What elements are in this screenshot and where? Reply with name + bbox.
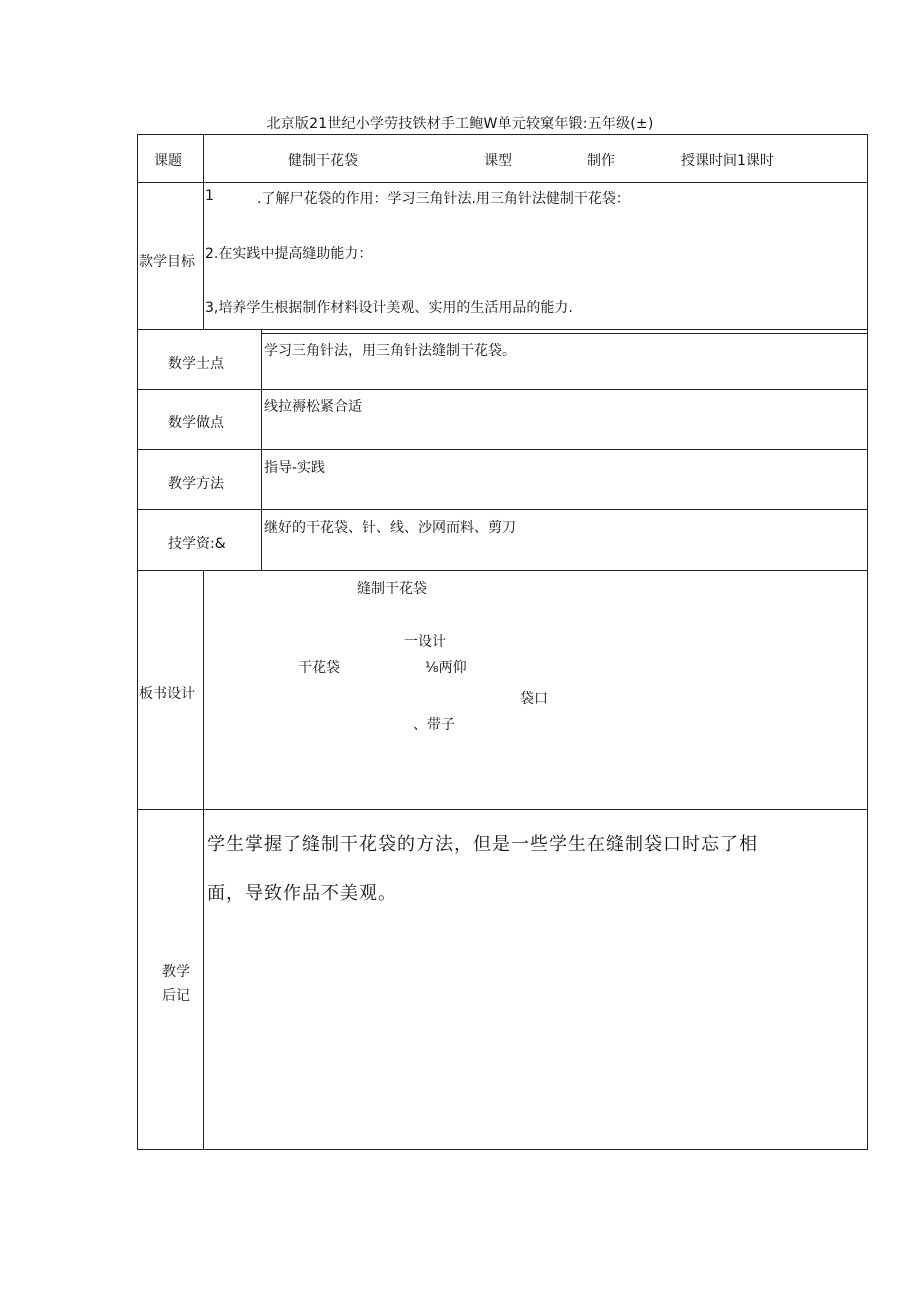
label-goals: 款学目标	[139, 254, 195, 270]
label-reflection-1: 教学	[162, 964, 190, 980]
difficulty-value: 线拉褥松紧合适	[264, 399, 362, 415]
label-resources: 技学资:&	[168, 536, 226, 552]
board-heading: 缝制干花袋	[357, 581, 427, 597]
label-board-design: 板书设计	[139, 686, 195, 702]
label-reflection-2: 后记	[162, 988, 190, 1004]
goal-1: .了解尸花袋的作用：学习三角针法.用三角针法健制干花袋：	[257, 191, 630, 207]
board-fraction: ⅛两仰	[425, 660, 467, 676]
lesson-type-value: 制作	[587, 153, 615, 169]
key-point-value: 学习三角针法，用三角针法缝制干花袋。	[264, 343, 516, 359]
label-difficulty: 数学做点	[168, 415, 224, 431]
label-key-point: 数学士点	[168, 356, 224, 372]
board-strap: 、带子	[413, 717, 455, 733]
resources-value: 继好的干花袋、针、线、沙网而料、剪刀	[264, 520, 516, 536]
method-value: 指导-实践	[264, 460, 326, 476]
class-hours: 授课时间1课时	[681, 153, 774, 169]
label-topic: 课题	[154, 153, 182, 169]
board-mouth: 袋口	[520, 691, 548, 707]
label-lesson-type: 课型	[484, 153, 512, 169]
board-bag: 干花袋	[298, 660, 340, 676]
goal-2: 2.在实践中提高缝助能力：	[205, 246, 373, 262]
board-design: 一设计	[404, 634, 446, 650]
goal-3: 3,培养学生根据制作材料设计美观、实用的生活用品的能力.	[205, 300, 573, 316]
reflection-line-2: 面，导致作品不美观。	[207, 883, 397, 904]
goal-1-number: 1	[205, 188, 214, 204]
label-method: 教学方法	[168, 476, 224, 492]
topic-value: 健制干花袋	[288, 153, 358, 169]
reflection-line-1: 学生掌握了缝制干花袋的方法，但是一些学生在缝制袋口时忘了相	[207, 834, 758, 855]
document-title: 北京版21世纪小学劳技铁材手工鲍W单元较窠年锻:五年级(±)	[266, 116, 654, 132]
